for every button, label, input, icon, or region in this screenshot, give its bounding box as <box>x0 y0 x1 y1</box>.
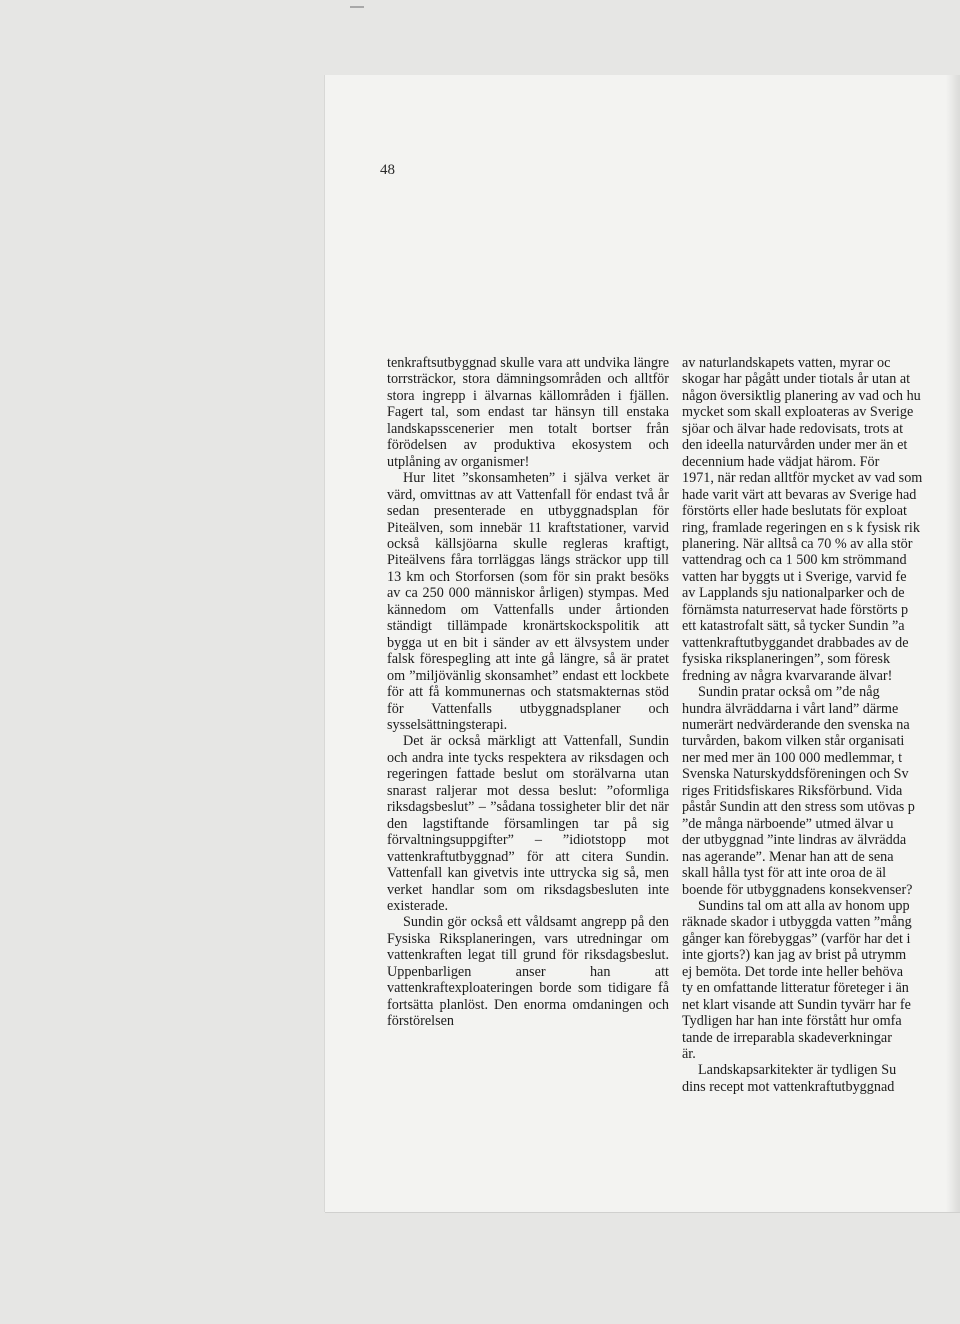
right-line: ”de många närboende” utmed älvar u <box>682 815 894 832</box>
right-line: ner med mer än 100 000 medlemmar, t <box>682 749 903 766</box>
right-line: boende för utbyggnadens konsekvenser? <box>682 881 913 898</box>
left-paragraph-1: tenkraftsutbyggnad skulle vara att undvika längre torrsträckor, stora dämningsområden och alltför stora ingrepp i älvarnas källområden i fjällen. Fagert tal, som endast tar hänsyn till enstaka landskapsscenerier men totalt bortser från förödelsen av produktiva ekosystem och utplåning av organismer! <box>387 355 669 470</box>
right-line: ej bemöta. Det torde inte heller behöva <box>682 963 904 980</box>
right-line: Sundins tal om att alla av honom upp <box>698 897 910 914</box>
right-line: net klart visande att Sundin tyvärr har fe <box>682 996 911 1013</box>
right-line: Sundin pratar också om ”de någ <box>698 684 880 701</box>
left-paragraph-2: Hur litet ”skonsamheten” i själva verket är värd, omvittnas av att Vattenfall för endast två år sedan presenterade en utbyggnadsplan för Piteälven, som innebär 11 kraftstationer, varvid också källsjöarna skulle regleras kraftigt, Piteälvens fåra torrläggas längs sträckor upp till 13 km och Storforsen (som för sin prakt besöks av ca 250 000 människor årligen) stympas. Med kännedom om Vattenfalls under årtionden ständigt tillämpade kronärtskockspolitik att bygga ut en bit i sänder av ett älvsystem under falsk förespegling att inte gå längre, så är pratet om ”miljövänlig skonsamhet” endast ett lockbete för att få kommunernas och statsmakternas stöd för Vattenfalls utbyggnadsplaner och sysselsättningsterapi. <box>387 470 669 733</box>
book-page <box>325 75 960 1212</box>
right-line: 1971, när redan alltför mycket av vad som <box>682 470 923 487</box>
right-line: decennium hade vädjat härom. För <box>682 453 880 470</box>
right-line: gånger kan förebyggas” (varför har det i <box>682 930 911 947</box>
left-text-column <box>387 355 669 1030</box>
right-line: av naturlandskapets vatten, myrar oc <box>682 355 891 371</box>
right-line: hade varit värt att bevaras av Sverige had <box>682 486 917 503</box>
right-line: turvården, bakom vilken står organisati <box>682 733 905 750</box>
right-line: dins recept mot vattenkraftutbyggnad <box>682 1078 895 1095</box>
right-line: skogar har pågått under tiotals år utan at <box>682 371 911 388</box>
right-line: den ideella naturvården under mer än et <box>682 437 908 454</box>
left-paragraph-3: Det är också märkligt att Vattenfall, Sundin och andra inte tycks respektera av riksdagen och regeringen fattade beslut om storälvarna utan snarast raljerar mot dessa beslut: ”oformliga riksdagsbeslut” – ”sådana tossigheter blir det när den lagstiftande församlingen tar på sig förvaltningsuppgifter” – ”idiotstopp mot vattenkraftutbyggnad” för att citera Sundin. Vattenfall kan givetvis inte uttrycka sig så, men verket handlar som om riksdagsbesluten inte existerade. <box>387 733 669 914</box>
right-line: påstår Sundin att den stress som utövas p <box>682 799 915 816</box>
right-line: fysiska riksplaneringen”, som föresk <box>682 651 891 668</box>
right-line: numerärt nedvärderande den svenska na <box>682 716 910 733</box>
right-line: skall hålla tyst för att inte oroa de äl <box>682 865 887 882</box>
left-paragraph-4: Sundin gör också ett våldsamt angrepp på den Fysiska Riksplaneringen, vars utredningar om vattenkraften legat till grund för riksdagsbeslut. Uppenbarligen anser han att vattenkraftexploateringen borde som tidigare få fortsätta planlöst. Den enorma omdaningen och förstörelsen <box>387 914 669 1030</box>
right-line: någon översiktlig planering av vad och hu <box>682 387 921 404</box>
right-line: är. <box>682 1046 696 1063</box>
scan-mark <box>350 6 364 8</box>
right-line: förnämsta naturreservat hade förstörts p <box>682 601 909 618</box>
right-line: fredning av några kvarvarande älvar! <box>682 667 893 684</box>
right-line: Tydligen har han inte förstått hur omfa <box>682 1013 902 1030</box>
right-line: riges Fritidsfiskares Riksförbund. Vida <box>682 782 903 799</box>
right-line: ring, framlade regeringen en s k fysisk rik <box>682 519 920 536</box>
right-line: Landskapsarkitekter är tydligen Su <box>698 1062 897 1079</box>
right-line: Svenska Naturskyddsföreningen och Sv <box>682 766 909 783</box>
right-line: planering. När alltså ca 70 % av alla stör <box>682 535 913 552</box>
right-line: nas agerande”. Menar han att de sena <box>682 848 894 865</box>
right-line: mycket som skall exploateras av Sverige <box>682 404 914 421</box>
right-text-column <box>682 355 960 1095</box>
right-line: ty en omfattande litteratur företeger i än <box>682 980 909 997</box>
right-line: vattenkraftutbyggandet drabbades av de <box>682 634 909 651</box>
right-line: hundra älvräddarna i vårt land” därme <box>682 700 899 717</box>
right-line: räknade skador i utbyggda vatten ”mång <box>682 914 912 931</box>
right-line: tande de irreparabla skadeverkningar <box>682 1029 892 1046</box>
right-line: inte gjorts?) kan jag av brist på utrymm <box>682 947 907 964</box>
right-line: sjöar och älvar hade redovisats, trots at <box>682 420 904 437</box>
right-line: der utbyggnad ”inte lindras av älvrädda <box>682 832 907 849</box>
right-line: ett katastrofalt sätt, så tycker Sundin ”a <box>682 618 905 635</box>
right-line: vattendrag och ca 1 500 km strömmand <box>682 552 907 569</box>
page-number: 48 <box>380 162 395 178</box>
right-line: vatten har byggts ut i Sverige, varvid fe <box>682 568 907 585</box>
right-line: av Lapplands sju nationalparker och de <box>682 585 905 602</box>
right-line: förstörts eller hade beslutats för exploat <box>682 503 907 520</box>
